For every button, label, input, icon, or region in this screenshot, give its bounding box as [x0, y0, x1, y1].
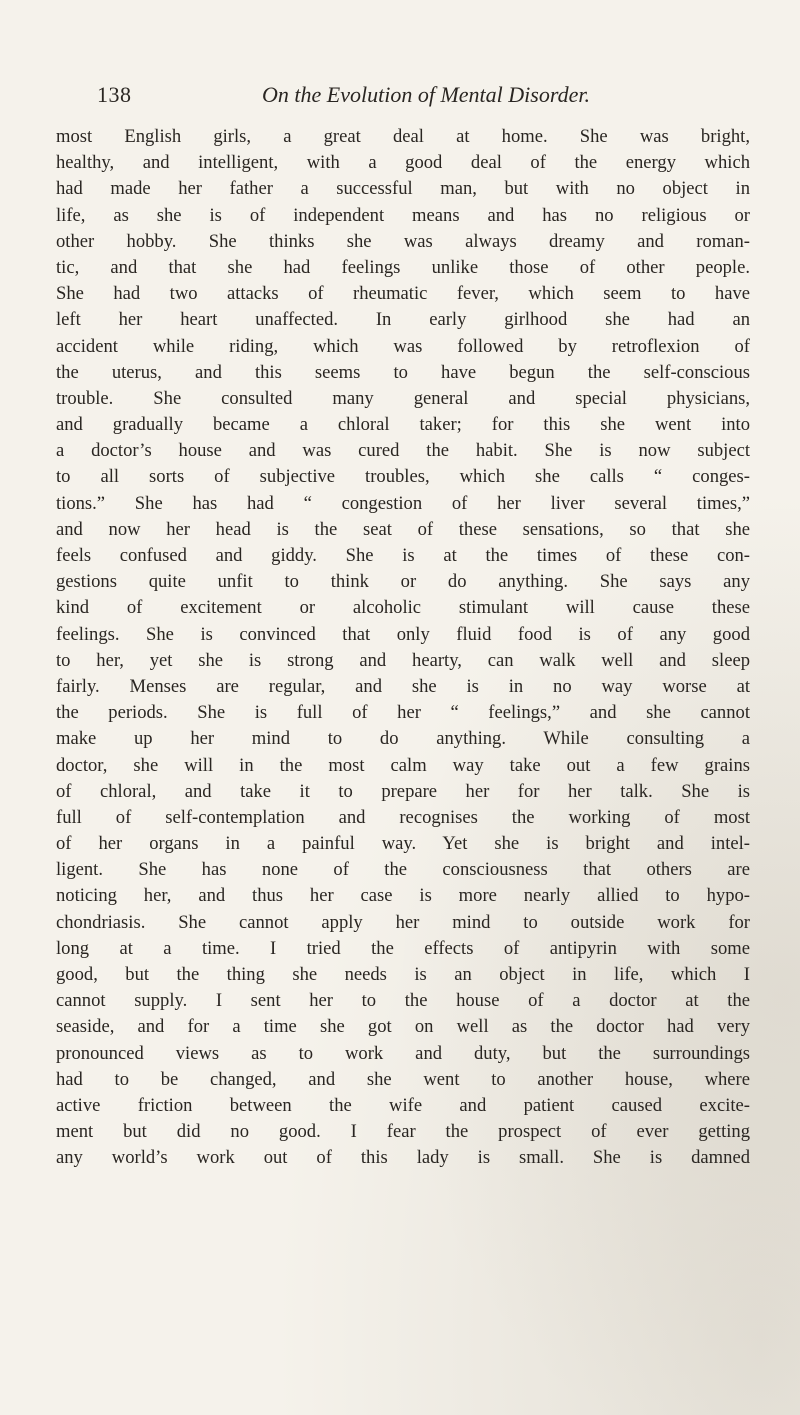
text-line: to her, yet she is strong and hearty, can walk well and sleep [56, 649, 750, 671]
text-line: doctor, she will in the most calm way take out a few grains [56, 754, 750, 776]
text-line: left her heart unaffected. In early girlhood she had an [56, 309, 750, 331]
text-line: a doctor’s house and was cured the habit. She is now subject [56, 440, 750, 462]
running-head [97, 82, 717, 114]
body-text [56, 124, 750, 1172]
text-line: had to be changed, and she went to another house, where [56, 1068, 750, 1090]
text-line: had made her father a successful man, but with no object in [56, 178, 750, 200]
text-line: long at a time. I tried the effects of antipyrin with some [56, 937, 750, 959]
text-line: She had two attacks of rheumatic fever, which seem to have [56, 283, 750, 305]
running-title: On the Evolution of Mental Disorder. [262, 82, 590, 107]
text-line: the uterus, and this seems to have begun the self-conscious [56, 361, 750, 383]
text-line: fairly. Menses are regular, and she is in no way worse at [56, 675, 750, 697]
text-line: the periods. She is full of her “ feelings,” and she cannot [56, 702, 750, 724]
text-line: feels confused and giddy. She is at the times of these con- [56, 545, 750, 566]
text-line: ment but did no good. I fear the prospect of ever getting [56, 1121, 750, 1143]
text-line: life, as she is of independent means and has no religious or [56, 204, 750, 226]
text-line: of chloral, and take it to prepare her for her talk. She is [56, 780, 750, 802]
text-line: full of self-contemplation and recognises the working of most [56, 806, 750, 828]
text-line: noticing her, and thus her case is more nearly allied to hypo- [56, 885, 750, 907]
text-line: good, but the thing she needs is an object in life, which I [56, 964, 750, 985]
text-line: pronounced views as to work and duty, but the surroundings [56, 1042, 750, 1064]
text-line: chondriasis. She cannot apply her mind to outside work for [56, 911, 750, 933]
text-line: and now her head is the seat of these sensations, so that she [56, 518, 750, 540]
text-line: any world’s work out of this lady is small. She is damned [56, 1147, 750, 1169]
text-line: seaside, and for a time she got on well as the doctor had very [56, 1016, 750, 1038]
text-line: and gradually became a chloral taker; for this she went into [56, 414, 750, 436]
text-line: ligent. She has none of the consciousness that others are [56, 859, 750, 881]
page-number: 138 [97, 82, 132, 107]
text-line: trouble. She consulted many general and special physicians, [56, 387, 750, 409]
text-line: tions.” She has had “ congestion of her liver several times,” [56, 492, 750, 514]
text-line: healthy, and intelligent, with a good deal of the energy which [56, 152, 750, 174]
text-line: gestions quite unfit to think or do anything. She says any [56, 571, 750, 593]
text-line: of her organs in a painful way. Yet she is bright and intel- [56, 833, 750, 855]
text-line: other hobby. She thinks she was always dreamy and roman- [56, 230, 750, 252]
text-line: active friction between the wife and patient caused excite- [56, 1094, 750, 1116]
text-line: feelings. She is convinced that only fluid food is of any good [56, 623, 750, 645]
text-line: cannot supply. I sent her to the house of a doctor at the [56, 990, 750, 1012]
text-line: most English girls, a great deal at home. She was bright, [56, 126, 750, 147]
text-line: to all sorts of subjective troubles, which she calls “ conges- [56, 466, 750, 488]
text-line: kind of excitement or alcoholic stimulant will cause these [56, 597, 750, 619]
text-line: tic, and that she had feelings unlike those of other people. [56, 256, 750, 278]
text-line: make up her mind to do anything. While consulting a [56, 728, 750, 750]
text-line: accident while riding, which was followed by retroflexion of [56, 335, 750, 357]
